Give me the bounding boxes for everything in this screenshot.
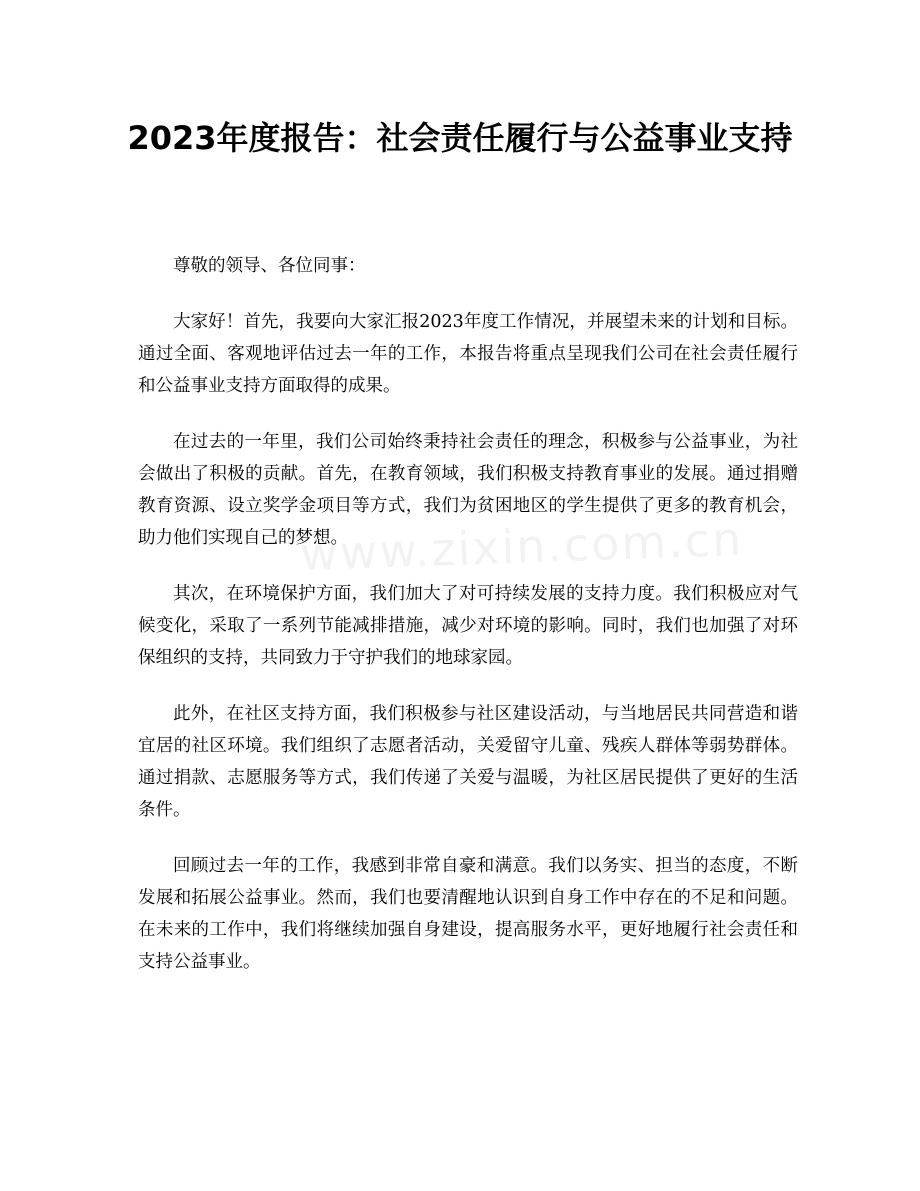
paragraph-community: 此外，在社区支持方面，我们积极参与社区建设活动，与当地居民共同营造和谐宜居的社区环境。我们组织了志愿者活动，关爱留守儿童、残疾人群体等弱势群体。通过捐款、志愿服务等方式，我们传递了关爱与温暖，为社区居民提供了更好的生活条件。 bbox=[138, 704, 798, 820]
paragraph-education: 在过去的一年里，我们公司始终秉持社会责任的理念，积极参与公益事业，为社会做出了积极的贡献。首先，在教育领域，我们积极支持教育事业的发展。通过捐赠教育资源、设立奖学金项目等方式，我们为贫困地区的学生提供了更多的教育机会，助力他们实现自己的梦想。 bbox=[138, 432, 798, 548]
document-title: 2023年度报告：社会责任履行与公益事业支持 bbox=[127, 119, 793, 157]
watermark: www.zixin.com.cn bbox=[299, 511, 745, 582]
paragraph-environment: 其次，在环境保护方面，我们加大了对可持续发展的支持力度。我们积极应对气候变化，采取了一系列节能减排措施，减少对环境的影响。同时，我们也加强了对环保组织的支持，共同致力于守护我们的地球家园。 bbox=[138, 584, 798, 668]
paragraph-review: 回顾过去一年的工作，我感到非常自豪和满意。我们以务实、担当的态度，不断发展和拓展公益事业。然而，我们也要清醒地认识到自身工作中存在的不足和问题。在未来的工作中，我们将继续加强自身建设，提高服务水平，更好地履行社会责任和支持公益事业。 bbox=[138, 856, 798, 972]
paragraph-salutation: 尊敬的领导、各位同事： bbox=[173, 256, 366, 276]
document-body bbox=[138, 250, 798, 1002]
paragraph-intro: 大家好！首先，我要向大家汇报2023年度工作情况，并展望未来的计划和目标。通过全面、客观地评估过去一年的工作，本报告将重点呈现我们公司在社会责任履行和公益事业支持方面取得的成果。 bbox=[138, 312, 798, 396]
